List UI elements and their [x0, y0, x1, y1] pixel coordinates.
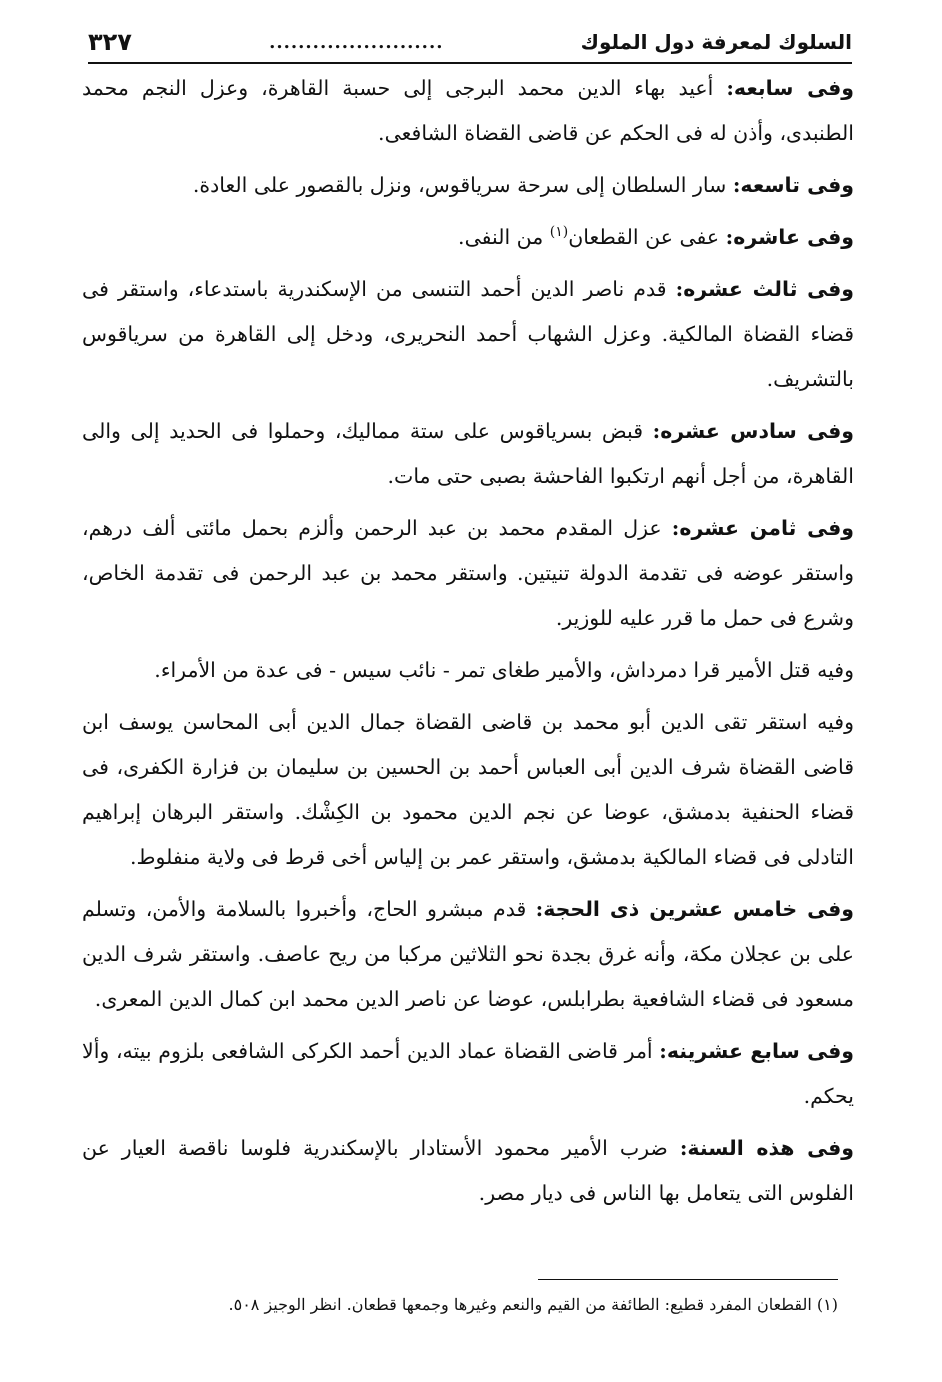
paragraph-body: سار السلطان إلى سرحة سرياقوس، ونزل بالقصور على العادة. [192, 173, 733, 197]
page-number: ٣٢٧ [88, 28, 132, 56]
paragraph-body: أمر قاضى القضاة عماد الدين أحمد الكركى الشافعى بلزوم بيته، وألا يحكم. [82, 1039, 854, 1108]
paragraph-lead: وفى ثالث عشره [683, 277, 854, 301]
book-title: السلوك لمعرفة دول الملوك [580, 30, 852, 54]
paragraph-lead-separator: : [732, 173, 741, 197]
paragraph-lead-separator: : [725, 225, 734, 249]
running-header [88, 22, 852, 64]
paragraph-lead-separator: : [535, 897, 544, 921]
paragraph-lead: وفى خامس عشرين ذى الحجة [543, 897, 854, 921]
paragraph-seventh [82, 66, 854, 156]
paragraph-body: وفيه استقر تقى الدين أبو محمد بن قاضى القضاة جمال الدين أبى المحاسن يوسف ابن قاضى القضاة شرف الدين أبى العباس أحمد بن الحسين بن سليمان بن فزارة الكفرى، فى قضاء الحنفية بدمشق، عوضا عن نجم الدين محمود بن الكِشْك. واستقر البرهان إبراهيم التادلى فى قضاء المالكية بدمشق، واستقر عمر بن إلياس أخى قرط فى ولاية منفلوط. [82, 710, 854, 869]
paragraph-twenty-seventh [82, 1029, 854, 1119]
paragraph-body: قدم مبشرو الحاج، وأخبروا بالسلامة والأمن، وتسلم على بن عجلان مكة، وأنه غرق بجدة نحو الثلاثين مركبا من ريح عاصف. واستقر شرف الدين مسعود فى قضاء الشافعية بطرابلس، عوضا عن ناصر الدين محمد ابن كمال الدين المعرى. [82, 897, 854, 1011]
paragraph-killing-emirs [82, 648, 854, 693]
header-leader-dots: ........................ [269, 31, 444, 53]
paragraph-body: عفى عن القطعان [568, 225, 726, 249]
paragraph-lead: وفى ثامن عشره [679, 516, 854, 540]
paragraph-body: ضرب الأمير محمود الأستادار بالإسكندرية فلوسا ناقصة العيار عن الفلوس التى يتعامل بها الناس فى ديار مصر. [82, 1136, 854, 1205]
paragraph-lead: وفى سابعه [733, 76, 854, 100]
paragraph-lead: وفى تاسعه [740, 173, 854, 197]
paragraph-lead-separator: : [659, 1039, 667, 1063]
paragraph-judges-damascus [82, 700, 854, 880]
paragraph-body: أعيد بهاء الدين محمد البرجى إلى حسبة القاهرة، وعزل النجم محمد الطنبدى، وأذن له فى الحكم عن قاضى القضاة الشافعى. [82, 76, 854, 145]
paragraph-sixteenth [82, 409, 854, 499]
paragraph-lead: وفى هذه السنة [687, 1136, 854, 1160]
footnote-separator [538, 1279, 838, 1280]
paragraph-lead: وفى سادس عشره [660, 419, 854, 443]
paragraph-lead-separator: : [726, 76, 734, 100]
paragraph-lead: وفى عاشره [733, 225, 854, 249]
paragraph-ninth [82, 163, 854, 208]
paragraph-tenth [82, 215, 854, 260]
paragraph-body: وفيه قتل الأمير قرا دمرداش، والأمير طغاى تمر - نائب سيس - فى عدة من الأمراء. [154, 658, 854, 682]
paragraph-thirteenth [82, 267, 854, 402]
paragraph-lead: وفى سابع عشرينه [666, 1039, 854, 1063]
paragraph-body: عزل المقدم محمد بن عبد الرحمن وألزم بحمل مائتى ألف درهم، واستقر عوضه فى تقدمة الدولة تنيتين. واستقر محمد بن عبد الرحمن فى تقدمة الخاص، وشرع فى حمل ما قرر عليه للوزير. [82, 516, 854, 630]
footnote-reference[interactable]: (١) [549, 224, 569, 241]
paragraph-lead-separator: : [679, 1136, 688, 1160]
footnote: (١) القطعان المفرد قطيع: الطائفة من القيم والنعم وغيرها وجمعها قطعان. انظر الوجيز ٥٠٨. [228, 1295, 838, 1314]
paragraph-lead-separator: : [652, 419, 661, 443]
paragraph-this-year [82, 1126, 854, 1216]
main-text [82, 66, 854, 1223]
paragraph-body-continued: من النفى. [458, 225, 550, 249]
paragraph-body: قبض بسرياقوس على ستة مماليك، وحملوا فى الحديد إلى والى القاهرة، من أجل أنهم ارتكبوا الفاحشة بصبى حتى مات. [82, 419, 854, 488]
paragraph-lead-separator: : [671, 516, 680, 540]
paragraph-body: قدم ناصر الدين أحمد التنسى من الإسكندرية باستدعاء، واستقر فى قضاء القضاة المالكية. وعزل الشهاب أحمد النحريرى، ودخل إلى القاهرة من سرياقوس بالتشريف. [82, 277, 854, 391]
paragraph-eighteenth [82, 506, 854, 641]
paragraph-twenty-fifth-dhul-hijja [82, 887, 854, 1022]
paragraph-lead-separator: : [675, 277, 684, 301]
